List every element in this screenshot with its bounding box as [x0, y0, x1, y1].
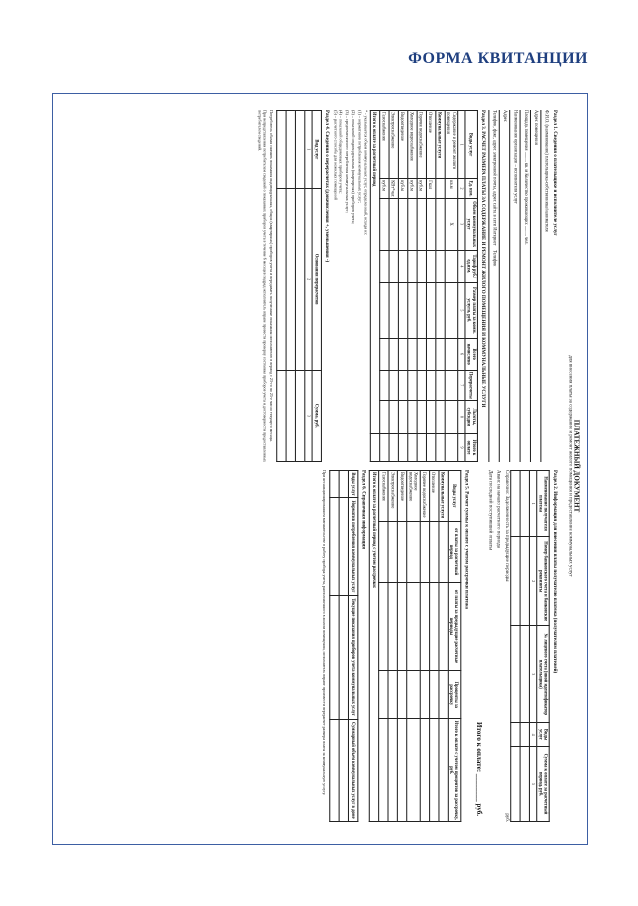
- table-row: [330, 471, 339, 822]
- num: 8: [458, 400, 465, 433]
- service-name: Водоотведение: [398, 111, 407, 179]
- service-name: Горячее водоснабжение: [417, 111, 426, 179]
- num: 9: [458, 434, 465, 462]
- installment-table: [369, 470, 461, 822]
- notes-lead: * - указывается объем коммунальных услуг, определенный, исходя из:: [363, 110, 369, 236]
- row-label: Холодное водоснабжение: [407, 471, 420, 522]
- payments-label: Дата последней поступившей оплаты: [487, 470, 493, 550]
- area-line: Площадь помещения ......... кв. м Количество проживающих ......... чел.: [520, 110, 529, 462]
- note-item: (4) – показаний общедомовых приборов учета;: [339, 110, 345, 194]
- reference-table: [330, 470, 359, 822]
- advance-line: [494, 470, 502, 822]
- service-unit: [436, 179, 445, 198]
- volume-notes: [332, 110, 367, 462]
- col-benefits: Льготы, субсидии: [465, 400, 478, 433]
- table-row: [398, 111, 407, 462]
- section2-title: Раздел 2. Информация для внесения платы получателю платежа (получателям платежей): [551, 470, 557, 674]
- service-unit: КВт*час: [389, 179, 398, 198]
- rub-label: руб.: [503, 813, 510, 822]
- col-recipient: Наименование получателя платежа: [537, 471, 550, 537]
- table-row: [296, 111, 305, 462]
- table-row: [417, 111, 426, 462]
- num: 3: [305, 370, 312, 461]
- num: 2: [529, 537, 536, 626]
- service-unit: кв.м: [445, 179, 458, 198]
- table-row: [511, 471, 520, 822]
- col-bank-account: Номер банковского счета и банковские реквизиты: [537, 537, 550, 626]
- footnote: При непредставлении потребителем сведений о показаниях приборов учета в течение 6 месяцев подряд исполнитель вправе провести проверку состояния приборов учета и достоверности предоставленных потребителем сведений.: [257, 110, 268, 462]
- col-services: Виды услуг: [349, 471, 358, 498]
- num: 2: [305, 188, 312, 370]
- table-row: [407, 471, 420, 822]
- column-numbers: [458, 111, 465, 462]
- col-total-with-interest: Итого к оплате с учетом процентов за рассрочку, руб.: [449, 720, 460, 820]
- document-title: ПЛАТЕЖНЫЙ ДОКУМЕНТ: [572, 419, 581, 513]
- receipt-frame: [52, 93, 588, 845]
- num: 4: [529, 723, 536, 747]
- row-label: Горячее водоснабжение: [420, 471, 429, 522]
- rotated-document: [63, 106, 583, 826]
- footnotes: [257, 110, 273, 462]
- debt-line: [502, 470, 510, 822]
- note-item: (5) – расчетного способа для нежилых помещений: [333, 110, 339, 201]
- service-unit: куб.м: [417, 179, 426, 198]
- table-row: [286, 111, 295, 462]
- payer-name-line: Ф.И.О. (наименование) плательщика-собственника/нанимателя: [541, 110, 550, 462]
- advance-label: Аванс на начало расчетного периода: [495, 470, 502, 548]
- table-row: [340, 471, 349, 822]
- service-name: Газоснабжение: [379, 111, 388, 179]
- col-amount: Сумма к оплате за расчетный период, руб.: [537, 747, 550, 822]
- table-row: [379, 471, 388, 822]
- col-house-volume: Суммарный объем коммунальных услуг в доме: [349, 719, 358, 821]
- num: 5: [458, 283, 465, 338]
- col-previous-periods: от платы за предыдущие расчетные периоды: [448, 582, 461, 670]
- num: 1: [305, 111, 312, 189]
- table-row: [398, 471, 407, 822]
- col-tariff: Тариф руб./ед.изм.: [465, 250, 478, 283]
- footnote: При несанкционированном вмешательстве в работу прибора учета, расположенного в жилом помещении, исполнитель вправе произвести перерасчет размера платы за коммунальную услугу.: [322, 470, 328, 796]
- service-name: Коммунальные услуги: [436, 111, 445, 179]
- organization-line: Наименование организации – исполнителя услуг: [509, 110, 518, 462]
- num: 4: [458, 250, 465, 283]
- table-row: [379, 111, 388, 462]
- service-name: Электроснабжение: [389, 111, 398, 179]
- page-title: ФОРМА КВИТАНЦИИ: [408, 50, 588, 67]
- col-services: Виды услуг: [465, 111, 478, 179]
- total-label: Итого к оплате:: [474, 722, 483, 773]
- col-sum: Сумма, руб.: [312, 370, 321, 461]
- installment-total: Итого к оплате за расчетный период с учетом рассрочки:: [369, 471, 378, 822]
- footnote: Потребитель обязан снимать показания индивидуальных, общих (квартирных) приборов учета и передавать полученные показания исполнителю в период с 23-го по 25-е число текущего месяца.: [269, 110, 275, 442]
- col-meter-readings: Текущие показания приборов учета коммунальных услуг: [349, 595, 358, 719]
- service-unit: куб.м: [398, 179, 407, 198]
- note-item: (1) – нормативов потребления коммунальных услуг;: [357, 110, 363, 204]
- table-row: [445, 111, 458, 462]
- table-row: [369, 471, 378, 822]
- service-unit: куб.м: [379, 179, 388, 198]
- num: 6: [458, 338, 465, 370]
- total-unit: руб.: [474, 803, 483, 816]
- table-row: [408, 111, 417, 462]
- table-row: [389, 111, 398, 462]
- document-subtitle: для внесения платы за содержание и ремонт жилого помещения и предоставление коммунальных услуг: [567, 355, 573, 577]
- num: 5: [529, 747, 536, 822]
- section1-title: Раздел 1. Сведения о плательщике и исполнителе услуг: [551, 110, 557, 236]
- org-address-line: Адрес: [499, 110, 508, 462]
- row-label: Газоснабжение: [379, 471, 388, 522]
- num: 1: [529, 471, 536, 537]
- table-row: [520, 471, 529, 822]
- table-row: [370, 111, 379, 462]
- table-row: [420, 471, 429, 822]
- col-recalc: Перерасчеты: [465, 370, 478, 400]
- table-row: [438, 471, 447, 822]
- service-name: Холодное водоснабжение: [408, 111, 417, 179]
- section3-title: Раздел 3. РАСЧЕТ РАЗМЕРА ПЛАТЫ ЗА СОДЕРЖАНИЕ И РЕМОНТ ЖИЛОГО ПОМЕЩЕНИЯ И КОММУНАЛЬНЫЕ УСЛУГИ: [480, 110, 486, 408]
- service-unit: куб.м: [408, 179, 417, 198]
- payments-line: [486, 470, 494, 822]
- col-to-pay: Итого к оплате: [465, 434, 478, 462]
- section4-title: Раздел 4. Сведения о перерасчетах (доначисления +, уменьшения -): [323, 110, 330, 263]
- contacts-label: Телефон, факс, адрес электронной почты, адрес сайта в сети Интернет: [492, 110, 498, 246]
- table-row: [429, 471, 438, 822]
- service-unit: Гкал: [426, 179, 435, 198]
- col-service-type: Вид услуг: [312, 111, 321, 189]
- col-interest: Проценты за рассрочку: [448, 671, 461, 719]
- col-services: Виды услуг: [448, 471, 461, 522]
- row-label: Электроснабжение: [388, 471, 397, 522]
- col-total-accrued: Всего начислено: [465, 338, 478, 370]
- phone-label: Телефон: [492, 250, 498, 267]
- col-personal-account: № лицевого счета (иной идентификатор плательщика): [537, 626, 550, 723]
- right-column: [320, 470, 560, 822]
- num: 2: [458, 179, 465, 198]
- debt-label: Справочно: Задолженность за предыдущие периоды: [503, 470, 510, 582]
- total-to-pay: Итого к оплате: ________ руб.: [474, 722, 483, 816]
- note-item: (3) – среднемесячного потребления коммунальных услуг;: [345, 110, 351, 213]
- recipients-table: [510, 470, 550, 822]
- col-recalc-reason: Основания перерасчетов: [312, 188, 321, 370]
- footnotes-right: [322, 470, 327, 822]
- table-row: [426, 111, 435, 462]
- payment-document: [61, 106, 581, 826]
- contacts-line: [489, 110, 498, 462]
- num: 3: [529, 626, 536, 723]
- table-row: [277, 111, 286, 462]
- num: 1: [458, 111, 465, 179]
- col-fee: Размер платы за комм. услуги, руб.: [465, 283, 478, 338]
- table-row: [436, 111, 445, 462]
- col-current-period: от платы за расчетный период: [448, 521, 461, 582]
- col-norm: Норматив потребления коммунальных услуг: [349, 498, 358, 596]
- x-mark: Х: [445, 198, 458, 250]
- num: 7: [458, 370, 465, 400]
- service-name: Отопление: [426, 111, 435, 179]
- row-label: Водоотведение: [398, 471, 407, 522]
- table-row: [388, 471, 397, 822]
- section5-title: Раздел 5. Расчет суммы к оплате с учетом рассрочки платежа: [462, 470, 469, 609]
- recalc-table: [276, 110, 322, 462]
- charges-table: [370, 110, 479, 462]
- col-service-kind: Виды услуг: [537, 723, 550, 747]
- charges-total-label: Итого к оплате за расчетный период: [370, 111, 379, 434]
- service-name: Содержание и ремонт жилого помещения: [445, 111, 458, 179]
- address-line: Адрес помещения: [530, 110, 539, 462]
- row-label: Коммунальные услуги: [438, 471, 447, 522]
- section6-title: Раздел 6. Справочная информация: [360, 470, 366, 550]
- col-volume: Объем коммунальных услуг: [465, 198, 478, 250]
- left-column: [256, 110, 560, 462]
- row-label: Отопление: [429, 471, 438, 522]
- num: 3: [458, 198, 465, 250]
- col-unit: Ед. изм.: [465, 179, 478, 198]
- note-item: (2) – показаний индивидуальных (квартирных) приборов учета;: [351, 110, 357, 224]
